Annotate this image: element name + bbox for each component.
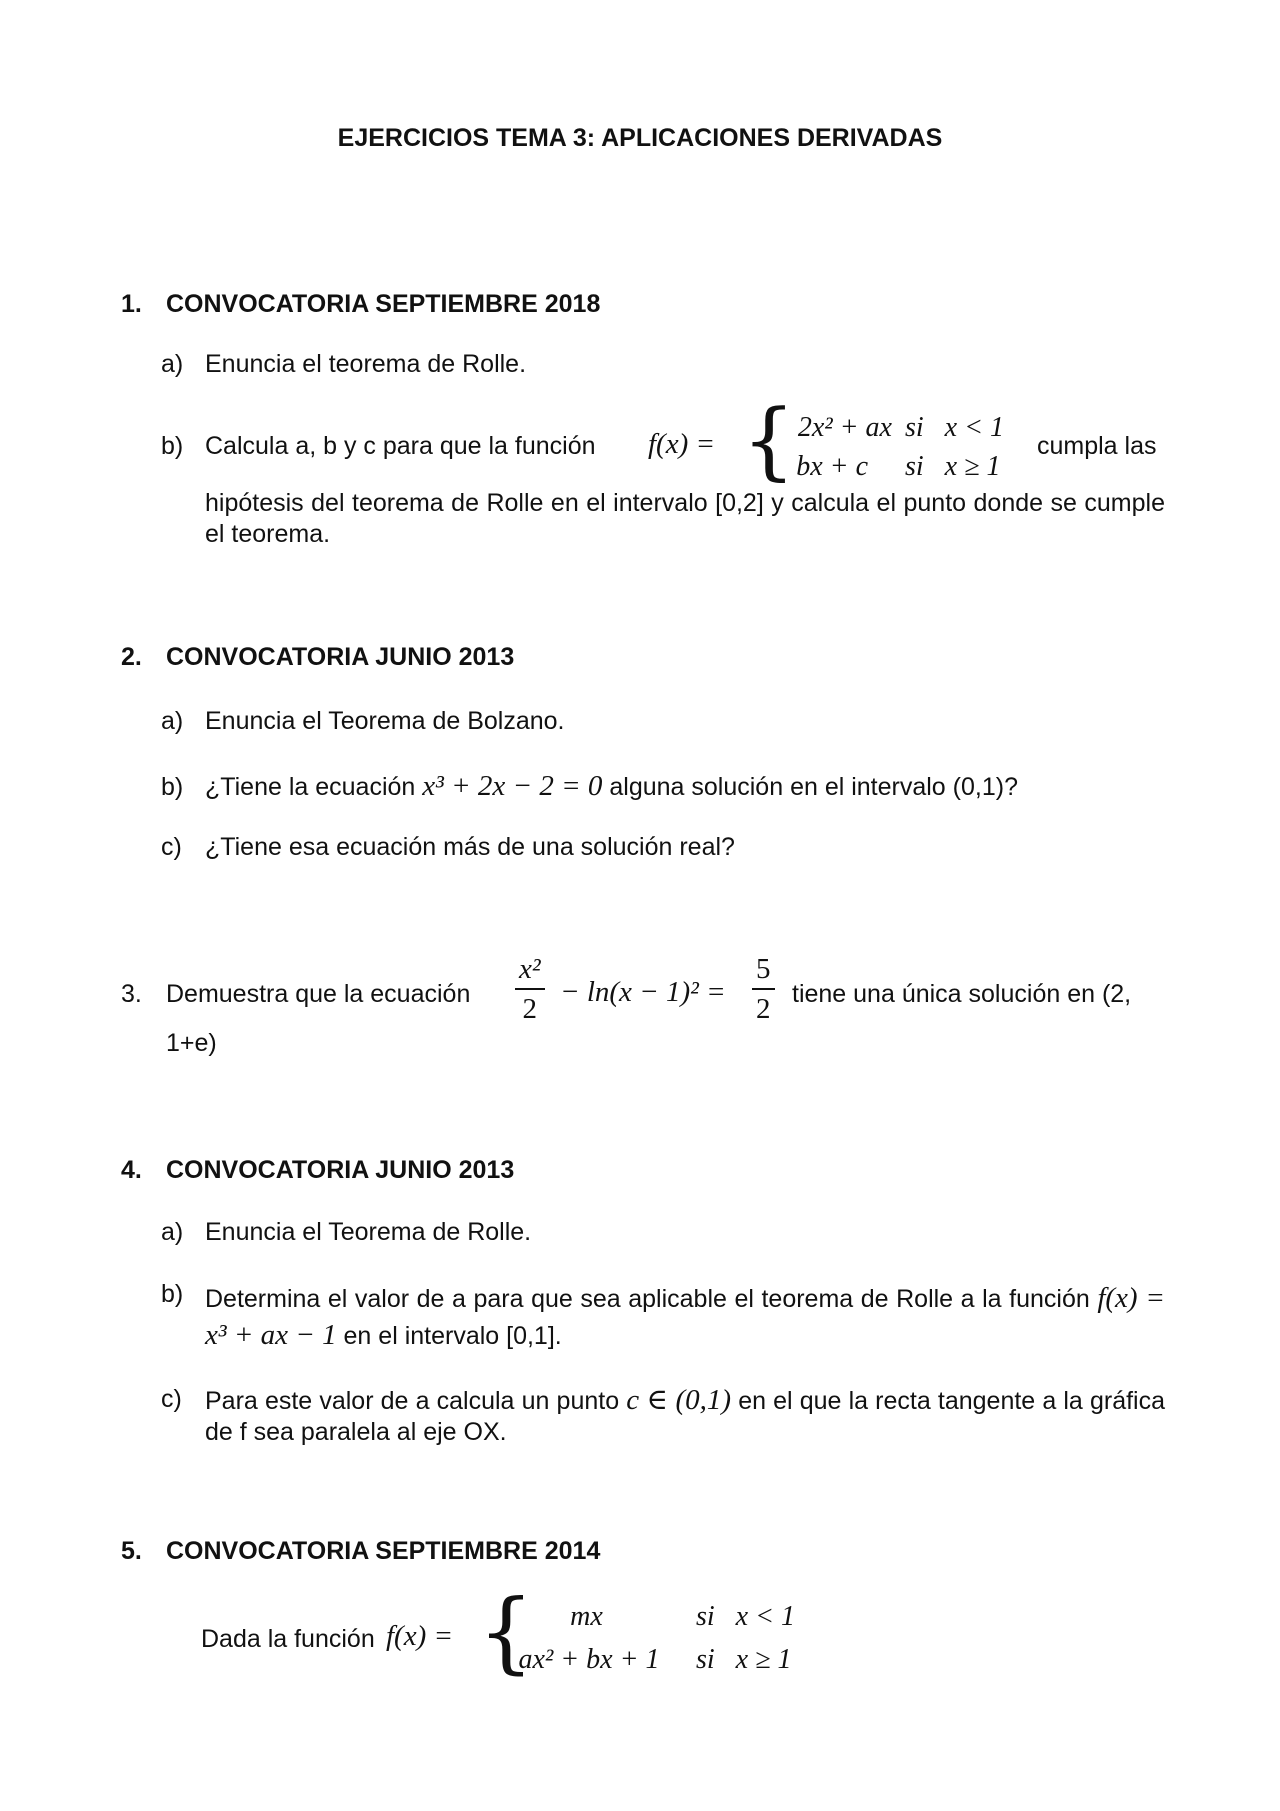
question-1-heading — [121, 290, 600, 319]
case-2-condition — [696, 1644, 791, 1676]
item-text: en el que la recta tangente a la gráfica de f sea paralela al eje OX. — [205, 1387, 1166, 1446]
item-label: a) — [161, 707, 184, 735]
case-text: si x < 1 — [905, 412, 1004, 443]
function-lhs-text: f(x) = — [386, 1620, 454, 1652]
case-2-condition — [905, 451, 1000, 483]
item-text: alguna solución en el intervalo (0,1)? — [609, 773, 1018, 801]
question-3-number: 3. — [121, 980, 142, 1008]
fraction-denominator: 2 — [752, 988, 775, 1028]
item-text: en el intervalo [0,1]. — [343, 1322, 562, 1350]
question-3-text-pre: Demuestra que la ecuación — [166, 980, 471, 1008]
question-number: 4. — [121, 1156, 142, 1184]
question-4b-label: b) — [161, 1280, 184, 1308]
question-1b-text-pre: Calcula a, b y c para que la función — [205, 432, 596, 460]
fraction-denominator: 2 — [515, 988, 545, 1028]
case-1-condition — [905, 412, 1004, 444]
equation-middle — [560, 976, 726, 1009]
question-2b — [161, 770, 1018, 803]
equation-text: f(x) = x³ + ax − 1 — [205, 1282, 1165, 1351]
question-5-text-pre: Dada la función — [201, 1625, 375, 1653]
equation-text: − ln(x − 1)² = — [560, 976, 726, 1008]
item-text: Para este valor de a calcula un punto — [205, 1387, 620, 1415]
case-text: si x ≥ 1 — [696, 1644, 792, 1675]
equation-text: c ∈ (0,1) — [626, 1384, 732, 1416]
equation-text: x³ + 2x − 2 = 0 — [422, 770, 603, 802]
page-title: EJERCICIOS TEMA 3: APLICACIONES DERIVADAS — [337, 124, 943, 152]
case-2-expression — [768, 451, 868, 483]
case-text: si x < 1 — [696, 1601, 795, 1632]
fraction — [515, 950, 545, 1028]
fraction-2 — [752, 950, 775, 1028]
question-1a — [161, 350, 526, 379]
case-2-expression — [504, 1644, 674, 1676]
case-text: ax² + bx + 1 — [518, 1644, 660, 1675]
function-lhs — [648, 428, 715, 461]
item-label: a) — [161, 1218, 184, 1246]
item-text: ¿Tiene la ecuación — [205, 773, 416, 801]
item-text: Enuncia el teorema de Rolle. — [205, 350, 527, 378]
question-number: 1. — [121, 290, 142, 318]
left-brace-icon: { — [742, 391, 796, 489]
equation — [626, 1384, 731, 1416]
question-4c-label: c) — [161, 1385, 182, 1413]
question-heading-text: CONVOCATORIA JUNIO 2013 — [166, 1156, 515, 1184]
question-2-heading — [121, 643, 514, 672]
case-text: mx — [570, 1601, 603, 1632]
question-2a — [161, 707, 565, 736]
case-text: si x ≥ 1 — [905, 451, 1001, 482]
case-1-expression — [768, 412, 892, 444]
fraction-numerator: x² — [519, 953, 541, 985]
fraction-numerator: 5 — [756, 953, 771, 985]
question-4-heading — [121, 1156, 514, 1185]
question-heading-text: CONVOCATORIA SEPTIEMBRE 2018 — [166, 290, 601, 318]
function-lhs-text: f(x) = — [648, 428, 716, 460]
function-lhs — [386, 1620, 453, 1653]
question-heading-text: CONVOCATORIA JUNIO 2013 — [166, 643, 515, 671]
item-text: Enuncia el Teorema de Bolzano. — [205, 707, 565, 735]
case-1-expression — [504, 1601, 669, 1633]
question-3-continuation: 1+e) — [166, 1029, 217, 1057]
question-1b-text-post: cumpla las — [1037, 432, 1157, 460]
case-text: bx + c — [796, 451, 868, 482]
question-3-text-post: tiene una única solución en (2, — [792, 980, 1132, 1008]
question-1b-label: b) — [161, 432, 184, 460]
question-5-heading — [121, 1537, 600, 1566]
case-1-condition — [696, 1601, 795, 1633]
equation — [422, 770, 602, 802]
question-4a — [161, 1218, 531, 1247]
case-text: 2x² + ax — [797, 412, 892, 443]
item-label: c) — [161, 833, 182, 861]
question-number: 5. — [121, 1537, 142, 1565]
item-text: Determina el valor de a para que sea aplicable el teorema de Rolle a la función — [205, 1285, 1090, 1313]
question-4b-text — [205, 1280, 1165, 1354]
question-number: 2. — [121, 643, 142, 671]
item-text: Enuncia el Teorema de Rolle. — [205, 1218, 532, 1246]
question-heading-text: CONVOCATORIA SEPTIEMBRE 2014 — [166, 1537, 601, 1565]
left-brace-icon: { — [478, 1580, 534, 1683]
question-1b-continuation: hipótesis del teorema de Rolle en el intervalo [0,2] y calcula el punto donde se cumple el teorema. — [205, 489, 1165, 548]
question-2c — [161, 833, 735, 862]
item-label: a) — [161, 350, 184, 378]
item-label: b) — [161, 773, 184, 801]
question-4c-text — [205, 1385, 1165, 1448]
fraction-1 — [515, 950, 545, 1028]
fraction — [752, 950, 775, 1028]
item-text: ¿Tiene esa ecuación más de una solución real? — [205, 833, 735, 861]
